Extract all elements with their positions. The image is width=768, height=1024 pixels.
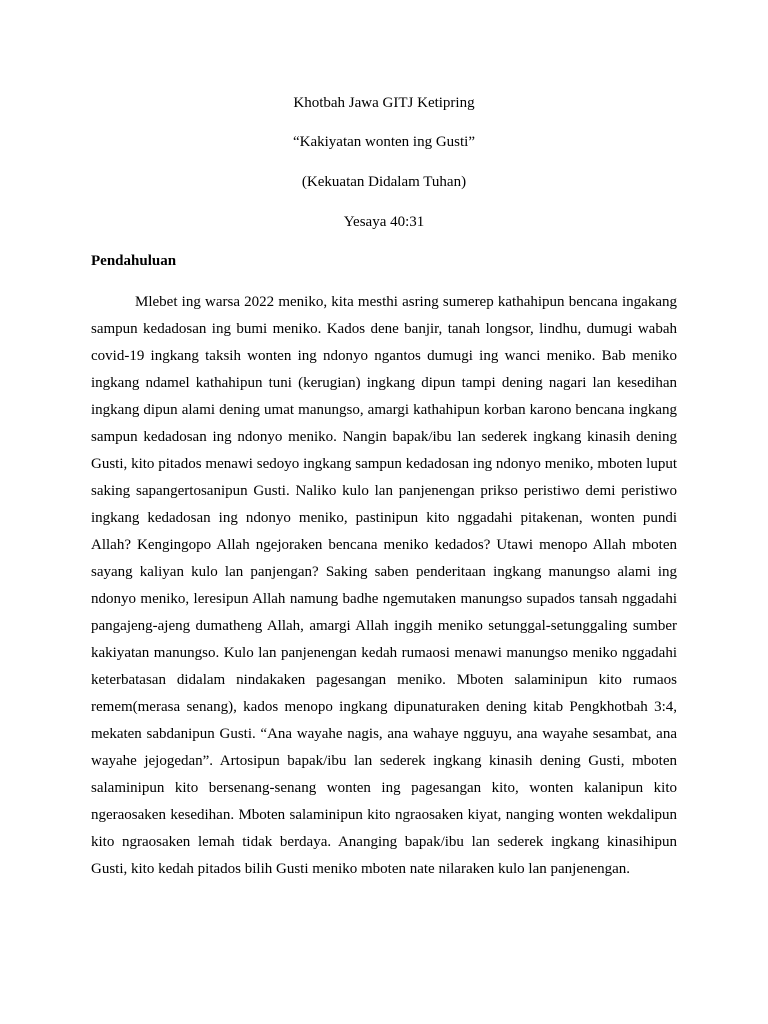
sermon-title: “Kakiyatan wonten ing Gusti” (292, 134, 476, 150)
document-title: Khotbah Jawa GITJ Ketipring (293, 95, 475, 111)
sermon-title-translation: (Kekuatan Didalam Tuhan) (301, 174, 467, 190)
scripture-reference: Yesaya 40:31 (343, 214, 425, 230)
section-heading: Pendahuluan (91, 253, 177, 269)
body-paragraph: Mlebet ing warsa 2022 meniko, kita mesthi asring sumerep kathahipun bencana ingakang sampun kedadosan ing bumi meniko. Kados dene banjir, tanah longsor, lindhu, dumugi wabah covid-19 ingkang taksih wonten ing ndonyo ngantos dumugi ing wanci meniko. Bab meniko ingkang ndamel kathahipun tuni (kerugian) ingkang dipun tampi dening nagari lan kesedihan ingkang dipun alami dening umat manungso, amargi kathahipun korban karono bencana ingkang sampun kedadosan ing ndonyo meniko. Nangin bapak/ibu lan sederek ingkang kinasih dening Gusti, kito pitados menawi sedoyo ingkang sampun kedadosan ing ndonyo meniko, mboten luput saking sapangertosanipun Gusti. Naliko kulo lan panjenengan prikso peristiwo demi peristiwo ingkang kedadosan ing ndonyo meniko, pastinipun kito nggadahi pitakenan, wonten pundi Allah? Kengingopo Allah ngejoraken bencana meniko kedados? Utawi menopo Allah mboten sayang kaliyan kulo lan panjengan? Saking saben penderitaan ingkang manungso alami ing ndonyo meniko, leresipun Allah namung badhe ngemutaken manungso supados tansah nggadahi pangajeng-ajeng dumatheng Allah, amargi Allah inggih meniko setunggal-setunggaling sumber kakiyatan manungso. Kulo lan panjenengan kedah rumaosi menawi manungso meniko nggadahi keterbatasan didalam nindakaken pagesangan meniko. Mboten salaminipun kito rumaos remem(merasa senang), kados menopo ingkang dipunaturaken dening kitab Pengkhotbah 3:4, mekaten sabdanipun Gusti. “Ana wayahe nagis, ana wahaye ngguyu, ana wayahe sesambat, ana wayahe jejogedan”. Artosipun bapak/ibu lan sederek ingkang kinasih dening Gusti, mboten salaminipun kito bersenang-senang wonten ing pagesangan kito, wonten kalanipun kito ngeraosaken kesedihan. Mboten salaminipun kito ngraosaken kiyat, nanging wonten wekdalipun kito ngraosaken lemah tidak berdaya. Ananging bapak/ibu lan sederek ingkang kinasihipun Gusti, kito kedah pitados bilih Gusti meniko mboten nate nilaraken kulo lan panjenengan. (91, 294, 677, 877)
